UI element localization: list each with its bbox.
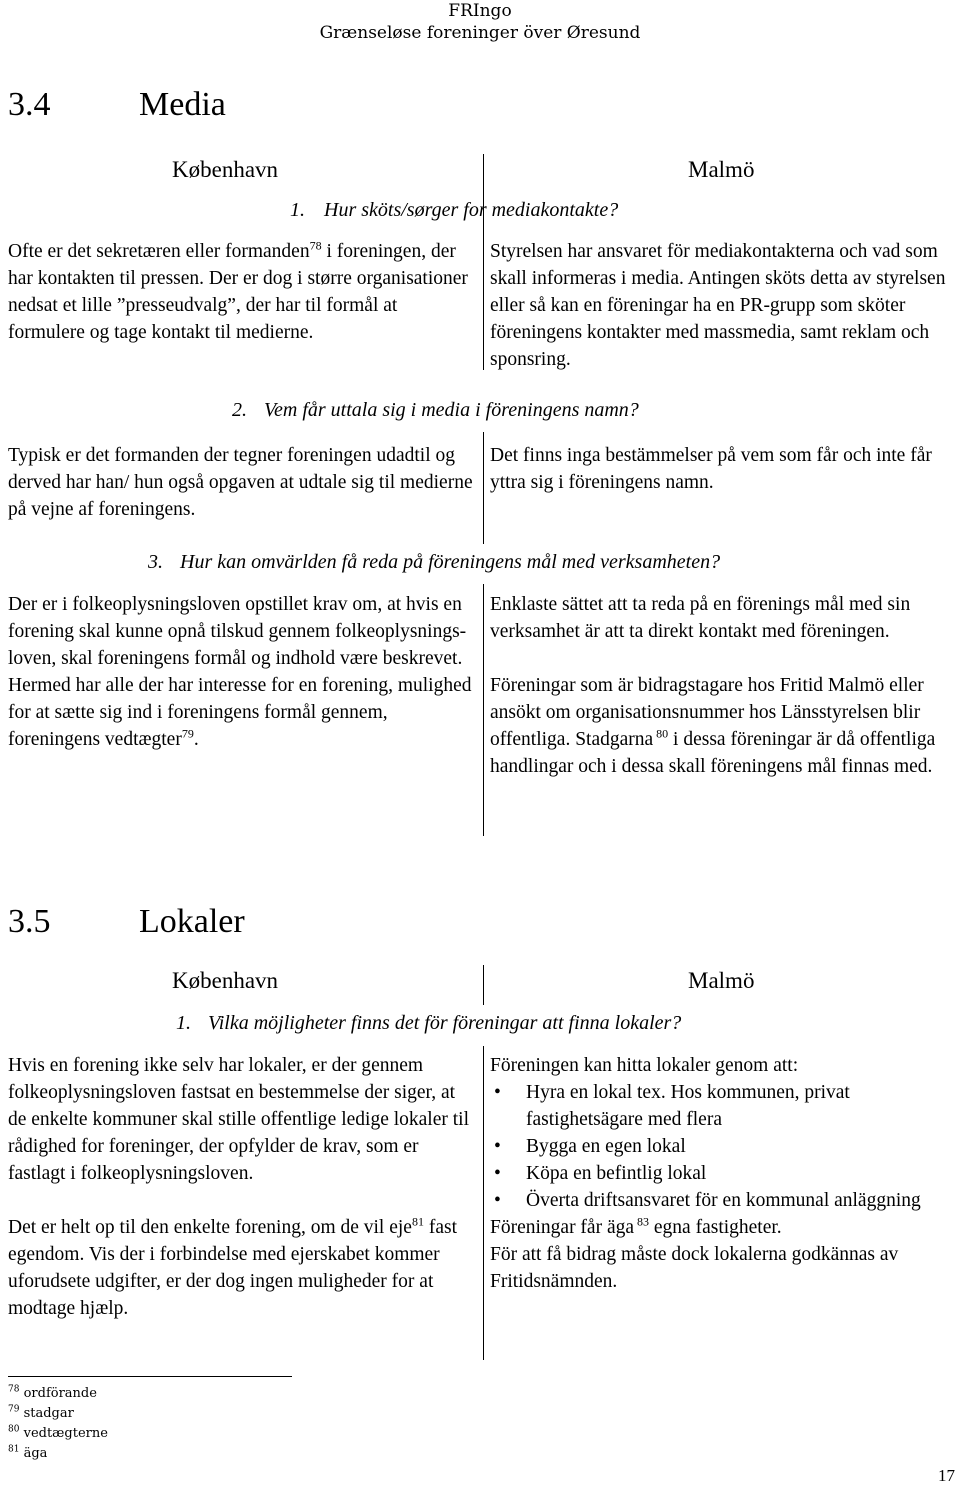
question-number: 2. xyxy=(232,399,247,421)
question-number: 3. xyxy=(148,551,163,573)
bullet-icon: • xyxy=(494,1082,501,1103)
footnote-ref: 83 xyxy=(634,1214,650,1229)
question-text: Hur kan omvärlden få reda på föreningens mål med verksamheten? xyxy=(180,551,721,573)
list-item: • Bygga en egen lokal xyxy=(490,1133,960,1160)
footnote: $^{78}$ ordförande xyxy=(8,1384,97,1401)
column-heading-malmo: Malmö xyxy=(688,157,755,182)
column-heading-kobenhavn: København xyxy=(172,157,279,182)
column-divider xyxy=(483,154,484,370)
answer-paragraph: Hvis en forening ikke selv har lokaler, er der gennem folkeoplysningsloven fastsat en bestemmelse der siger, at de enkelte kommuner skal stille offentlige ledige lokaler til rådighed for foreninger, der opfylder de krav, som er fastlagt i folkeoplysningsloven. xyxy=(8,1055,470,1184)
column-divider xyxy=(483,432,484,544)
header-title: FRIngo xyxy=(448,1,512,21)
answer-kobenhavn-1: Ofte er det sekretæren eller formanden$^{78}$ i foreningen, der har kontakten til pressen. Der er dog i større organisationer nedsat et lille ”presseudvalg”, der har til formål at formulere og tage kontakt til medierne. xyxy=(8,238,468,343)
list-item: • Överta driftsansvaret för en kommunal anläggning xyxy=(490,1187,960,1214)
bullet-icon: • xyxy=(494,1190,501,1211)
footnote-ref: 78 xyxy=(309,238,322,253)
answer-paragraph: Enklaste sättet att ta reda på en förenings mål med sin verksamhet är att ta direkt kontakt med föreningen. xyxy=(490,594,911,642)
footnote: $^{80}$ vedtægterne xyxy=(8,1424,108,1441)
footnote-ref: 79 xyxy=(181,726,194,741)
bullet-list xyxy=(490,1079,960,1214)
page-number: 17 xyxy=(938,1466,955,1485)
question-1 xyxy=(290,199,618,222)
answer-kobenhavn-2: Typisk er det formanden der tegner foreningen udadtil og derved har han/ hun også opgaven at udtale sig til medierne på vejne af foreningens. xyxy=(8,445,473,520)
answer-malmo-1: Styrelsen har ansvaret för mediakontakterna och vad som skall informeras i media. Antingen sköts detta av styrelsen eller så kan en föreningar ha en PR-grupp som sköter föreningens kontakter med massmedia, samt reklam och sponsring. xyxy=(490,241,946,370)
section-heading-media xyxy=(8,86,226,124)
column-divider xyxy=(483,965,484,1005)
question-2 xyxy=(232,399,639,422)
answer-paragraph: Föreningar får äga $^{83}$ egna fastigheter. xyxy=(490,1214,782,1238)
header-subtitle: Grænseløse foreninger över Øresund xyxy=(319,23,641,43)
section-number: 3.4 xyxy=(8,86,51,123)
answer-malmo-3 xyxy=(490,591,960,780)
question-number: 1. xyxy=(290,199,305,221)
column-heading-kobenhavn: København xyxy=(172,968,279,993)
question-text: Hur sköts/sørger for mediakontakte? xyxy=(324,199,619,221)
list-item: • Hyra en lokal tex. Hos kommunen, privat fastighetsägare med flera xyxy=(490,1079,960,1133)
section-heading-lokaler xyxy=(8,903,245,941)
question-text: Vem får uttala sig i media i föreningens namn? xyxy=(264,399,639,421)
answer-intro: Föreningen kan hitta lokaler genom att: xyxy=(490,1055,799,1076)
question-3 xyxy=(148,551,720,574)
answer-kobenhavn-3: Der er i folkeoplysningsloven opstillet krav om, at hvis en forening skal kunne opnå tilskud gennem folkeoplysnings-loven, skal foreningens formål og indhold være beskrevet. Hermed har alle der har interesse for en forening, mulighed for at sætte sig ind i foreningens formål gennem, foreningens vedtægter$^{79}$. xyxy=(8,594,472,750)
answer-malmo-2: Det finns inga bestämmelser på vem som får och inte får yttra sig i föreningens namn. xyxy=(490,445,932,493)
footnotes xyxy=(8,1384,108,1464)
list-item: • Köpa en befintlig lokal xyxy=(490,1160,960,1187)
answer-paragraph: Det er helt op til den enkelte forening, om de vil eje$^{81}$ fast egendom. Vis der i forbindelse med ejerskabet kommer uforudsete udgifter, er der dog ingen muligheder for at modtage hjælp. xyxy=(8,1214,457,1319)
section-number: 3.5 xyxy=(8,903,51,940)
question-number: 1. xyxy=(176,1012,191,1034)
answer-paragraph: Föreningar som är bidragstagare hos Fritid Malmö eller ansökt om organisationsnummer hos Länsstyrelsen blir offentliga. Stadgarna $^{80}$ i dessa föreningar är då offentliga handlingar och i dessa skall föreningens mål finnas med. xyxy=(490,675,936,777)
answer-malmo-lokaler xyxy=(490,1052,960,1295)
question-text: Vilka möjligheter finns det för föreningar att finna lokaler? xyxy=(208,1012,682,1034)
answer-paragraph: För att få bidrag måste dock lokalerna godkännas av Fritidsnämnden. xyxy=(490,1244,899,1292)
answer-kobenhavn-lokaler xyxy=(8,1052,478,1322)
footnote: $^{81}$ äga xyxy=(8,1444,48,1461)
column-heading-malmo: Malmö xyxy=(688,968,755,993)
bullet-icon: • xyxy=(494,1136,501,1157)
column-divider xyxy=(483,584,484,836)
question-1 xyxy=(176,1012,681,1035)
footnote-ref: 81 xyxy=(411,1214,424,1229)
footnote-separator xyxy=(8,1376,292,1377)
footnote: $^{79}$ stadgar xyxy=(8,1404,74,1421)
running-header xyxy=(290,1,670,43)
section-title: Lokaler xyxy=(139,903,245,940)
bullet-icon: • xyxy=(494,1163,501,1184)
footnote-ref: 80 xyxy=(653,726,669,741)
column-divider xyxy=(483,1046,484,1360)
section-title: Media xyxy=(139,86,226,123)
